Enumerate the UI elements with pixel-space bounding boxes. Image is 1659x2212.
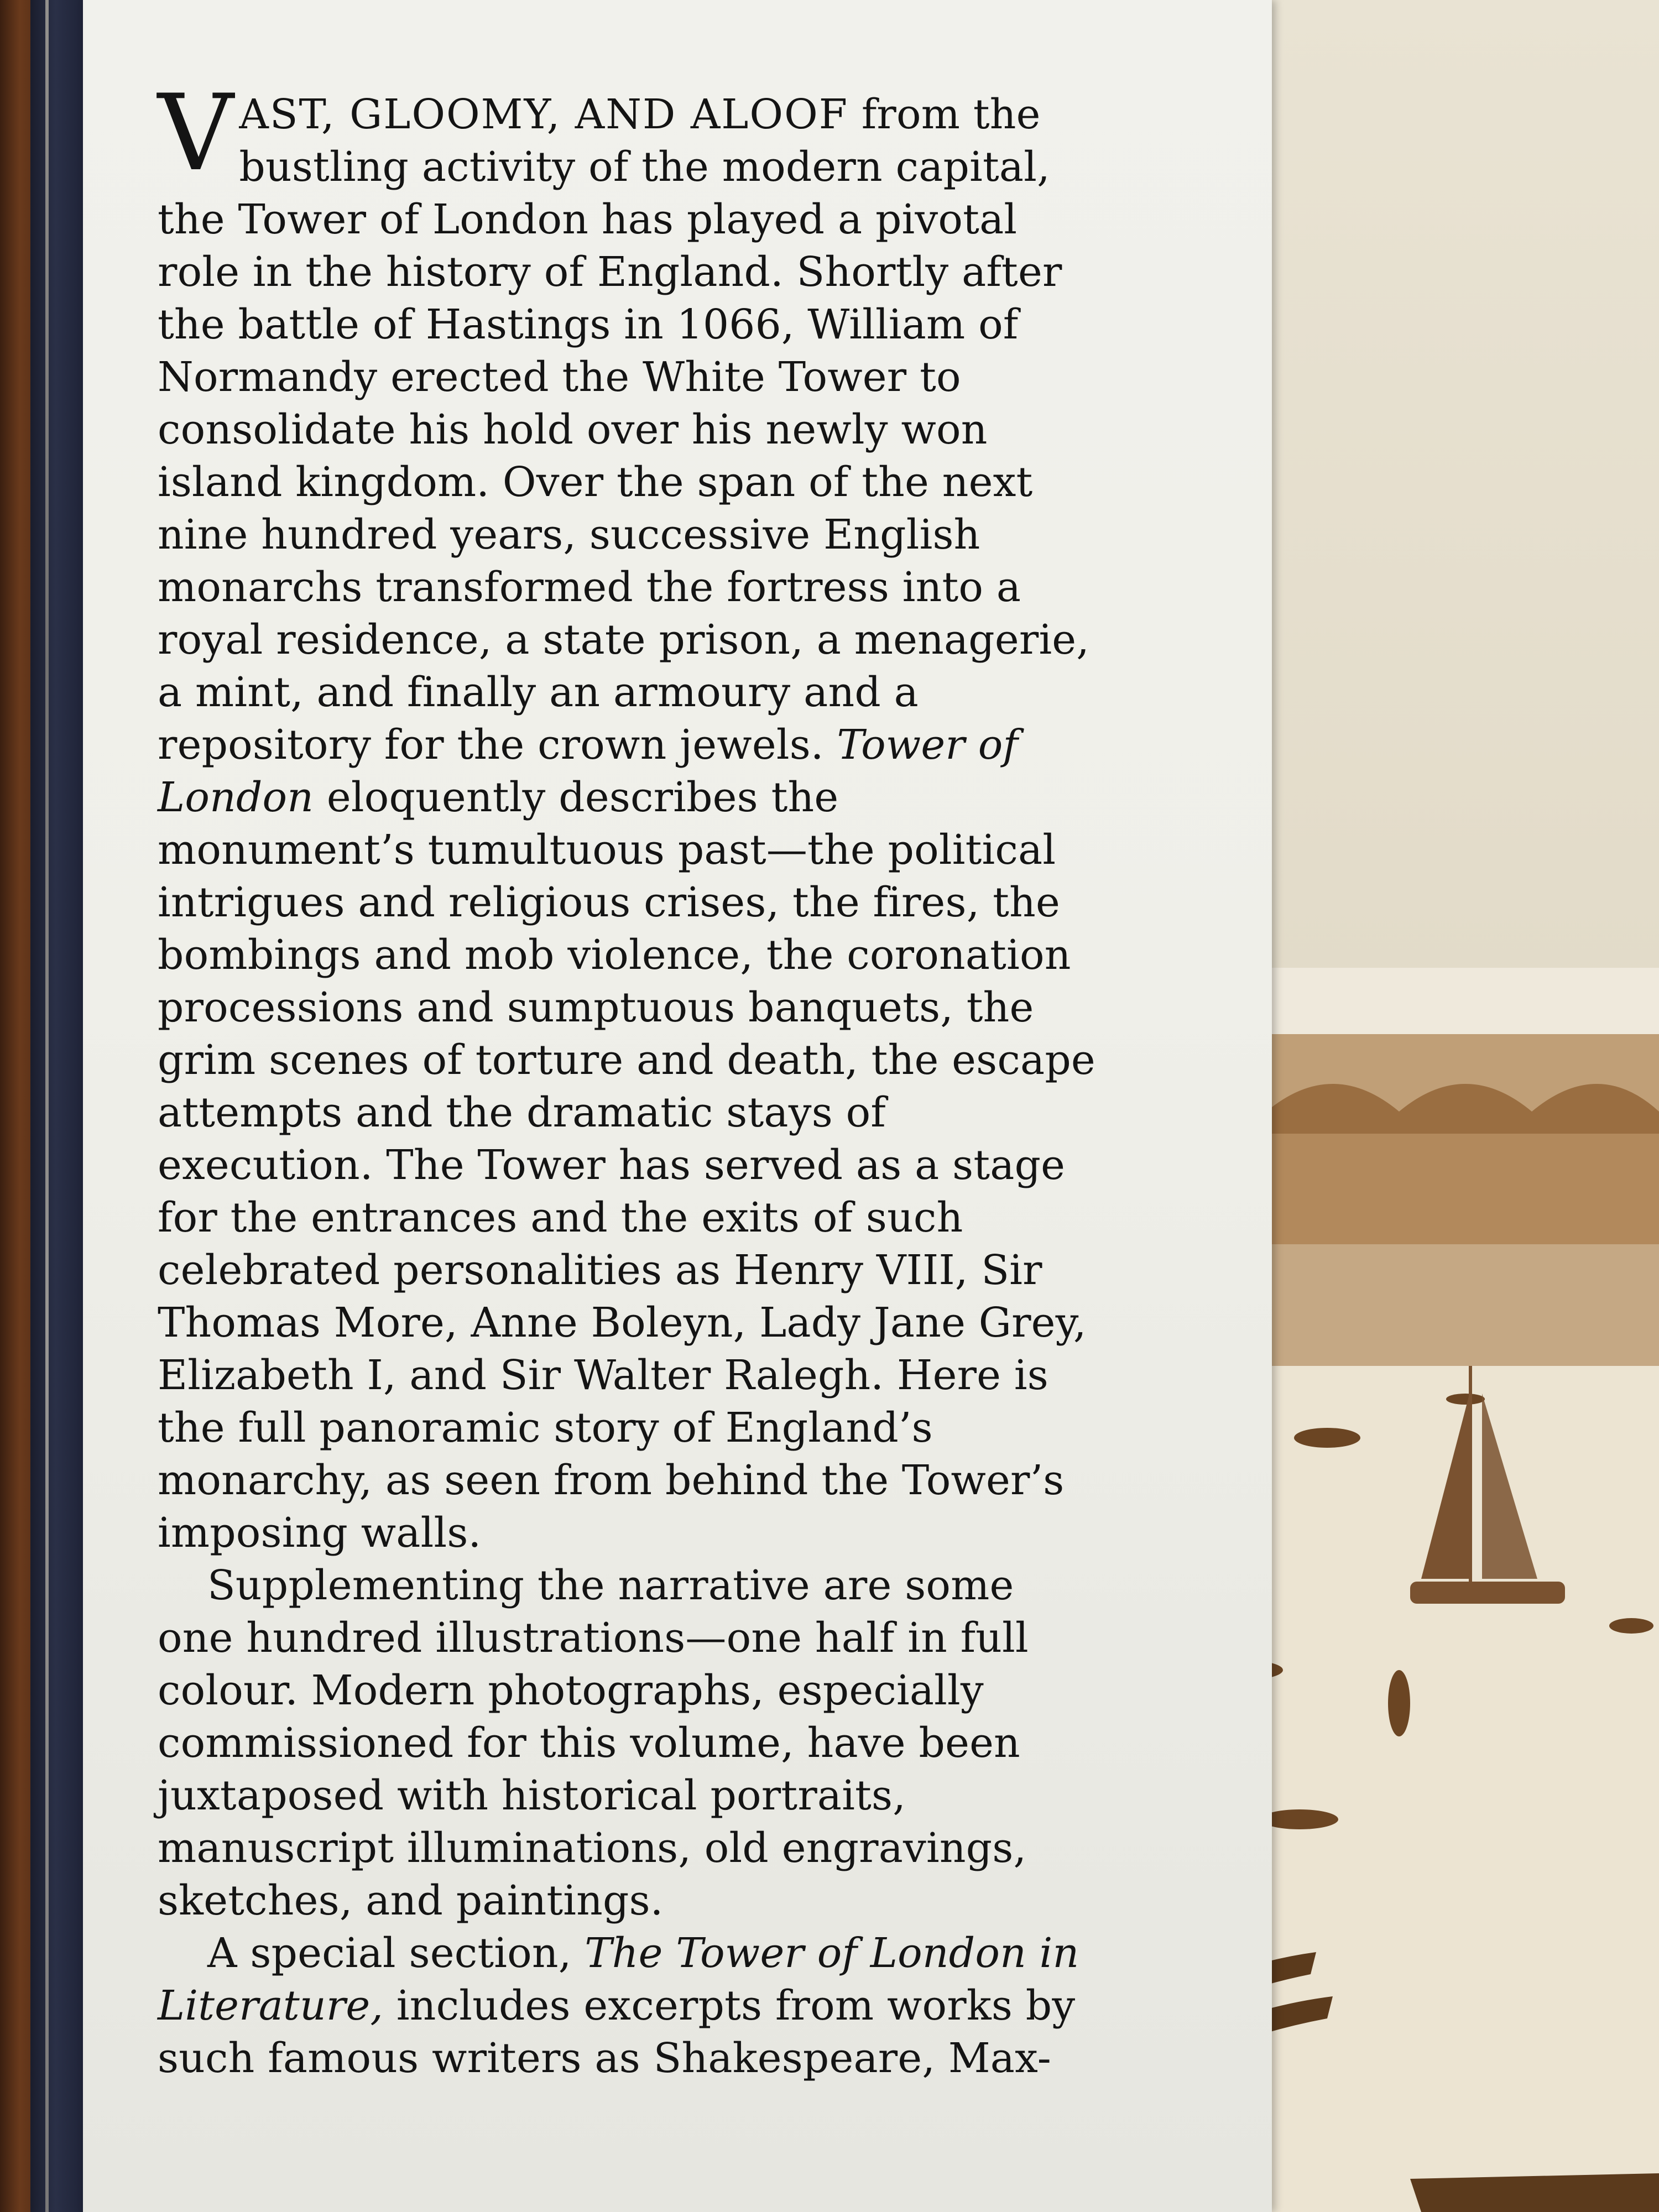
paragraph-1-text-b: eloquently describes the monument’s tumultuous past—the political intrigues and religious crises, the fires, the bombings and mob violence, the coronation processions and sumptuous banquets, the grim scenes of torture and death, the escape attempts and the dramatic stays of execution. The Tower has served as a stage for the entrances and the exits of such celebrated personalities as Henry VIII, Sir Thomas More, Anne Boleyn, Lady Jane Grey, Elizabeth I, and Sir Walter Ralegh. Here is the full panoramic story of England’s monarchy, as seen from behind the Tower’s imposing walls. [158, 774, 1095, 1557]
book-spine [30, 0, 86, 2212]
paragraph-1 [158, 72, 1098, 1559]
paragraph-3 [158, 1927, 1098, 2085]
paragraph-1-text-a: from the bustling activity of the modern capital, the Tower of London has played a pivotal role in the history of England. Shortly after the battle of Hastings in 1066, William of Normandy erected the White Tower to consolidate his hold over his newly won island kingdom. Over the span of the next nine hundred years, successive English monarchs transformed the fortress into a royal residence, a state prison, a menagerie, a mint, and finally an armoury and a repository for the crown jewels. [158, 91, 1090, 769]
lead-in-small-caps: AST, GLOOMY, AND ALOOF [239, 91, 849, 138]
italic-section-title: The Tower of London in Literature, [158, 1929, 1079, 2030]
drop-cap-letter: V [158, 72, 234, 194]
spine-binding-thread [45, 0, 49, 2212]
paragraph-3-text-b: includes excerpts from works by such famous writers as Shakespeare, Max- [158, 1982, 1076, 2082]
flap-blurb-text [158, 72, 1098, 2085]
italic-book-title: Tower of London [158, 721, 1019, 821]
paragraph-2: Supplementing the narrative are some one hundred illustrations—one half in full colour. Modern photographs, especially commissioned for this volume, have been juxtaposed with historical portraits, manuscript illuminations, old engravings, sketches, and paintings. [158, 1562, 1029, 1924]
paragraph-3-text-a: A special section, [207, 1929, 585, 1977]
